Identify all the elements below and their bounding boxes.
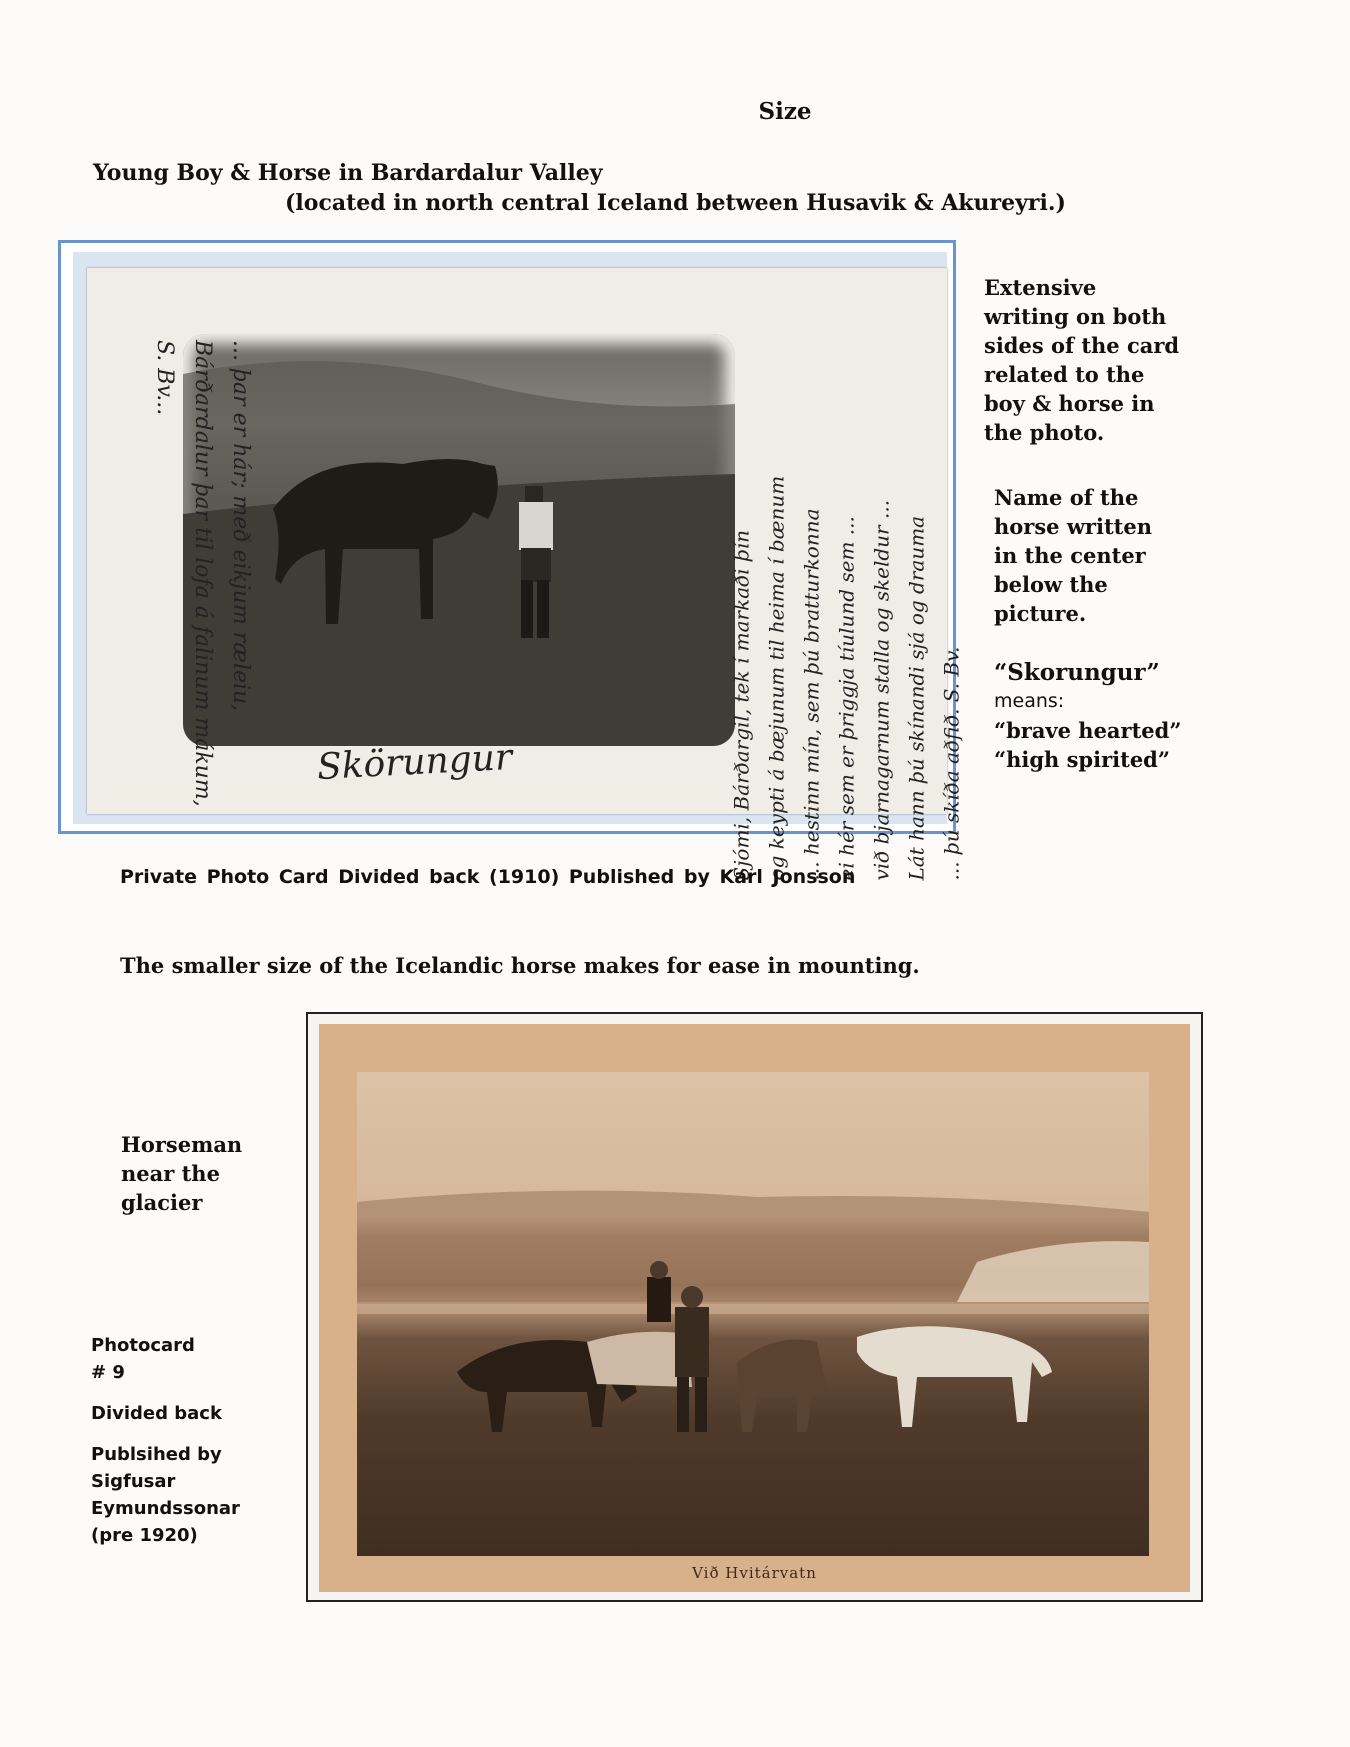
card1-subtitle: (located in north central Iceland between Husavik & Akureyri.) (285, 190, 1066, 216)
right-handwriting-line: og keypti á bæjunum til heima í bænum (764, 475, 789, 881)
publisher-name-2: Eymundssonar (91, 1498, 240, 1519)
name-note-line: horse written (994, 514, 1152, 539)
publisher-label: Publsihed by (91, 1444, 222, 1465)
horseman-glacier-photo (357, 1072, 1149, 1556)
horseman-line: Horseman (121, 1132, 243, 1157)
side-note-line: writing on both (984, 304, 1167, 329)
horseman-line: near the (121, 1161, 220, 1186)
photocard-info (91, 1332, 240, 1549)
horses-and-glacier-illustration (357, 1072, 1149, 1556)
page-heading: Size (758, 98, 812, 125)
publisher-name-1: Sigfusar (91, 1471, 176, 1492)
side-note-line: sides of the card (984, 333, 1180, 358)
name-word: “Skorungur” (994, 659, 1160, 686)
right-handwriting-line: við bjarnagarnum stalla og skeldur ... (869, 499, 894, 881)
publication-date: (pre 1920) (91, 1525, 198, 1546)
boy-and-horse-illustration (183, 334, 735, 746)
side-notes (984, 273, 1214, 447)
means-label: means: (994, 690, 1065, 712)
name-meaning (994, 658, 1254, 774)
size-sentence: The smaller size of the Icelandic horse makes for ease in mounting. (120, 953, 920, 978)
card2-caption: Við Hvitárvatn (692, 1564, 817, 1582)
horseman-line: glacier (121, 1190, 203, 1215)
left-handwriting-line: ... þar er hár; með eikjum ræleiu, (228, 340, 253, 712)
side-note-line: Extensive (984, 275, 1097, 300)
right-handwriting-line: ... hestinn mín, sem þú bratturkonna (799, 508, 824, 881)
postcard-2 (319, 1024, 1190, 1592)
side-note-line: boy & horse in (984, 391, 1155, 416)
card1-caption: Private Photo Card Divided back (1910) Published by Karl Jonsson (120, 866, 856, 888)
side-note-line: the photo. (984, 420, 1105, 445)
photocard-label: Photocard (91, 1335, 195, 1356)
name-note-line: Name of the (994, 485, 1139, 510)
left-handwriting (145, 340, 259, 810)
card1-title: Young Boy & Horse in Bardardalur Valley (93, 160, 603, 186)
side-note-line: related to the (984, 362, 1145, 387)
name-note-line: picture. (994, 601, 1087, 626)
name-notes (994, 483, 1214, 628)
photocard-number: # 9 (91, 1362, 125, 1383)
name-note-line: below the (994, 572, 1108, 597)
horse-name-handwriting: Skörungur (316, 736, 514, 789)
name-note-line: in the center (994, 543, 1146, 568)
right-handwriting (725, 361, 970, 881)
postcard-2-mount (306, 1012, 1203, 1602)
right-handwriting-line: Sjómi, Bárðargil, tek í markaði þín (729, 529, 754, 881)
meaning-line: “high spirited” (994, 747, 1170, 772)
horseman-label (121, 1130, 242, 1217)
right-handwriting-line: ... þú skíða aðfið. S. Bv. (939, 646, 964, 881)
divided-back-label: Divided back (91, 1403, 222, 1424)
meaning-line: “brave hearted” (994, 718, 1182, 743)
left-handwriting-line: Bárðardalur þar til lofa á falinum mákum, (190, 340, 215, 807)
left-handwriting-line: S. Bv... (152, 340, 177, 416)
right-handwriting-line: Lát hann þú skínandi sjá og drauma (904, 515, 929, 881)
right-handwriting-line: ei hér sem er þriggja tíulund sem ... (834, 516, 859, 881)
boy-and-horse-photo (183, 334, 735, 746)
